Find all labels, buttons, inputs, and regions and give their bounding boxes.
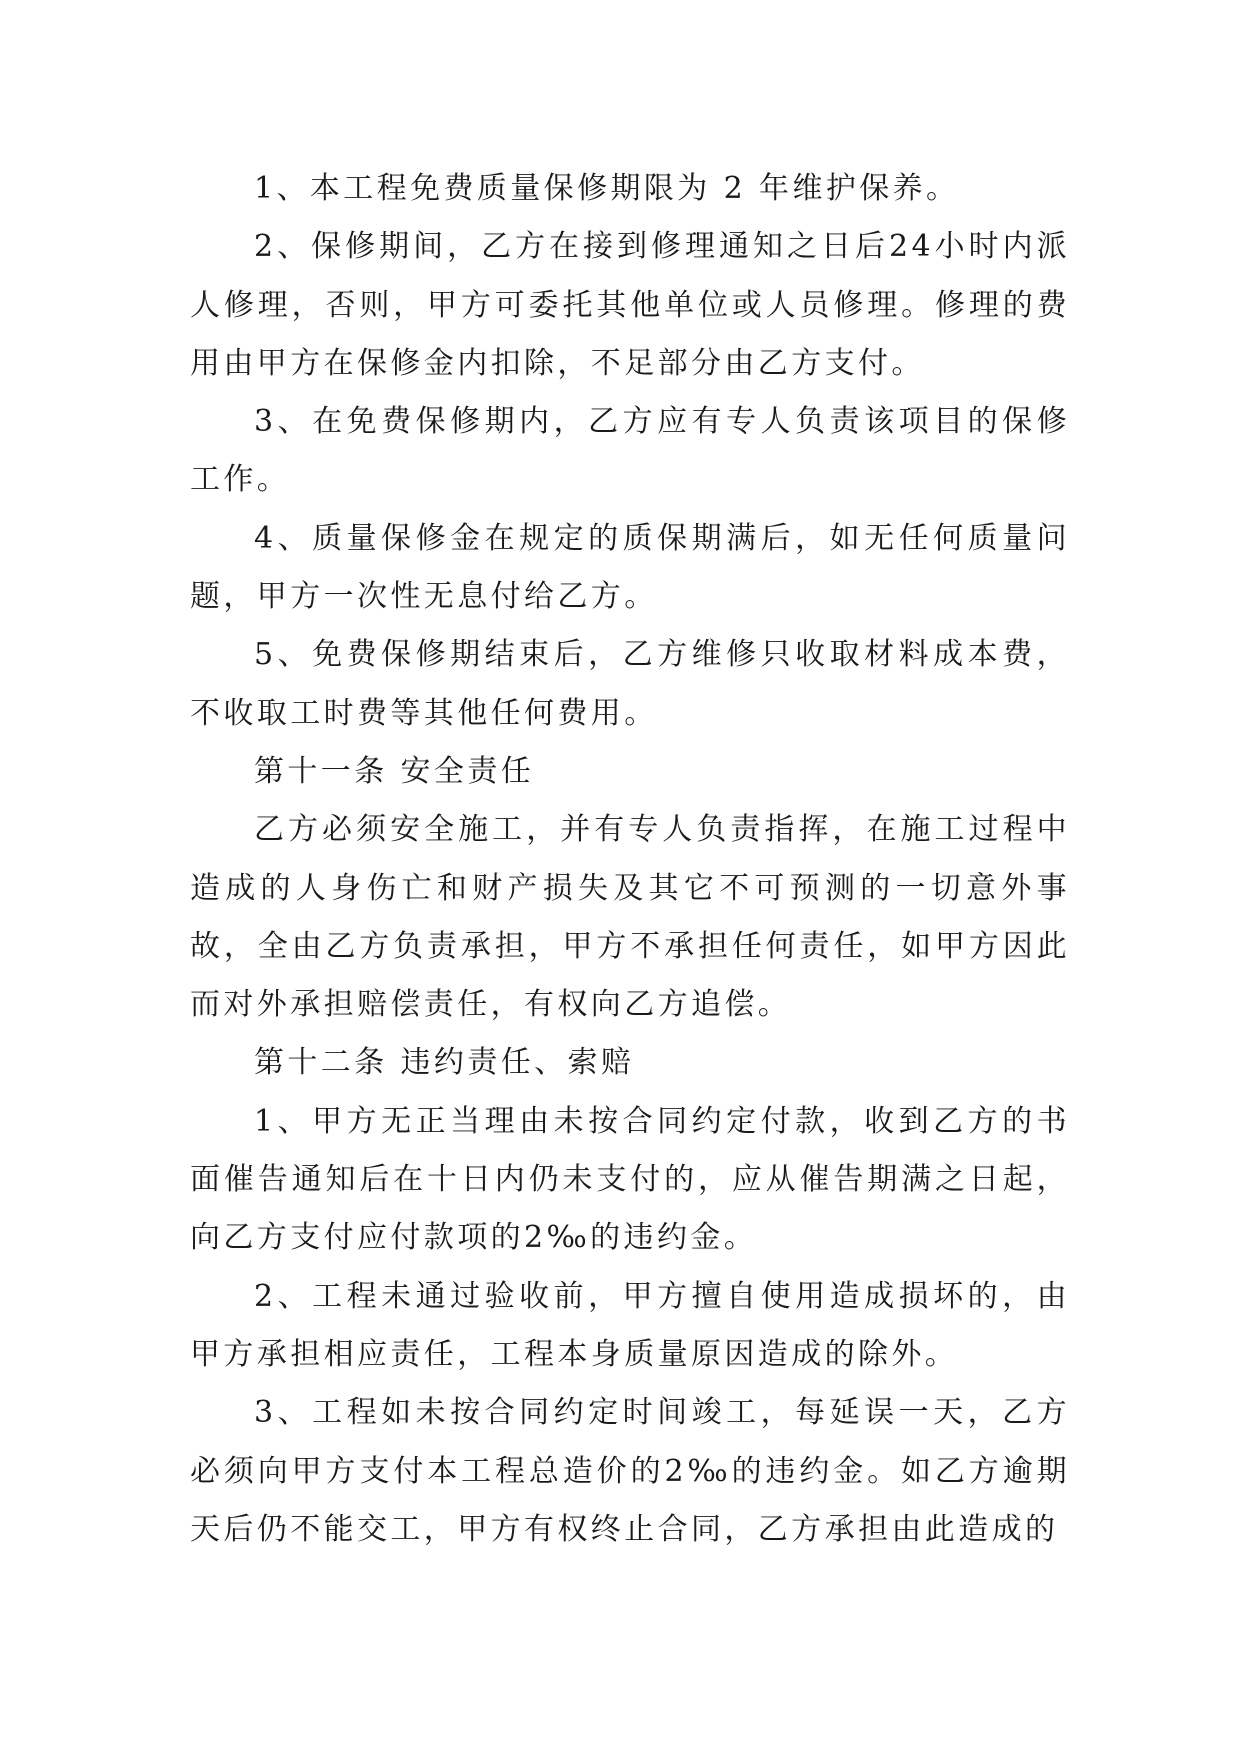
clause-safety: 乙方必须安全施工，并有专人负责指挥，在施工过程中造成的人身伤亡和财产损失及其它不可预测的一切意外事故，全由乙方负责承担，甲方不承担任何责任，如甲方因此而对外承担赔偿责任，有权向乙方追偿。	[190, 812, 1070, 1023]
clause-unauthorized-use: 2、工程未通过验收前，甲方擅自使用造成损坏的，由甲方承担相应责任，工程本身质量原因造成的除外。	[190, 1278, 1070, 1372]
article-12-heading: 第十二条 违约责任、索赔	[254, 1045, 635, 1081]
clause-warranty-deposit: 4、质量保修金在规定的质保期满后，如无任何质量问题，甲方一次性无息付给乙方。	[190, 520, 1070, 615]
clause-warranty-staff: 3、在免费保修期内，乙方应有专人负责该项目的保修工作。	[190, 404, 1070, 498]
article-11-heading: 第十一条 安全责任	[254, 753, 535, 789]
clause-delay-penalty: 3、工程如未按合同约定时间竣工，每延误一天，乙方必须向甲方支付本工程总造价的2‰的违约金。如乙方逾期天后仍不能交工，甲方有权终止合同，乙方承担由此造成的	[190, 1395, 1070, 1547]
clause-warranty-repair: 2、保修期间，乙方在接到修理通知之日后24小时内派人修理，否则，甲方可委托其他单位或人员修理。修理的费用由甲方在保修金内扣除，不足部分由乙方支付。	[190, 229, 1070, 381]
document-body	[190, 160, 1070, 1559]
clause-post-warranty: 5、免费保修期结束后，乙方维修只收取材料成本费，不收取工时费等其他任何费用。	[190, 637, 1070, 731]
clause-payment-default: 1、甲方无正当理由未按合同约定付款，收到乙方的书面催告通知后在十日内仍未支付的，应从催告期满之日起，向乙方支付应付款项的2‰的违约金。	[190, 1103, 1070, 1256]
clause-warranty-period: 1、本工程免费质量保修期限为 2 年维护保养。	[254, 171, 960, 206]
